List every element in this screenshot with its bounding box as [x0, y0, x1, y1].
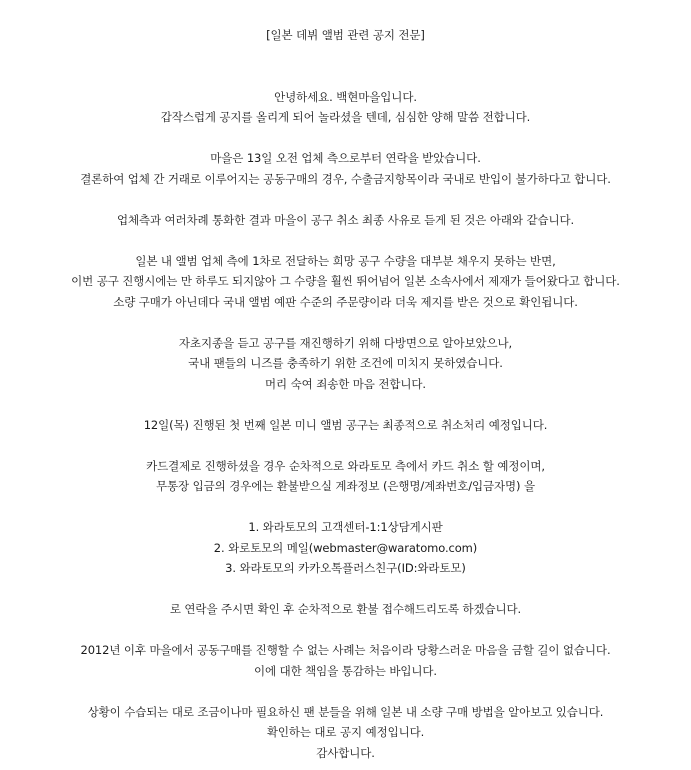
closing-line: 상황이 수습되는 대로 조금이나마 필요하신 팬 분들을 위해 일본 내 소량 구매 방법을 알아보고 있습니다.	[87, 704, 604, 719]
contact-method-item: 3. 와라토모의 카카오톡플러스친구(ID:와라토모)	[225, 561, 466, 575]
closing-line: 확인하는 대로 공지 예정입니다.	[266, 725, 425, 739]
refund-line: 무통장 입금의 경우에는 환불받으실 계좌정보 (은행명/계좌번호/입금자명) 을	[156, 479, 535, 493]
cancellation-line: 12일(목) 진행된 첫 번째 일본 미니 앨범 공구는 최종적으로 취소처리 예정입니다.	[143, 417, 548, 432]
reason-line: 일본 내 앨범 업체 측에 1차로 전달하는 희망 공구 수량을 대부분 채우지 못하는 반면,	[135, 253, 556, 268]
apology-line: 국내 팬들의 니즈를 충족하기 위한 조건에 미치지 못하였습니다.	[188, 356, 503, 370]
contact-method-item: 2. 와로토모의 메일(webmaster@waratomo.com)	[213, 540, 478, 555]
contact-line: 결론하여 업체 간 거래로 이루어지는 공동구매의 경우, 수출금지항목이라 국내로 반입이 불가하다고 합니다.	[80, 171, 611, 186]
contact-line: 마을은 13일 오전 업체 측으로부터 연락을 받았습니다.	[210, 151, 481, 165]
greeting-line: 갑작스럽게 공지를 올리게 되어 놀라셨을 텐데, 심심한 양해 말씀 전합니다.	[160, 110, 531, 124]
reason-line: 이번 공구 진행시에는 만 하루도 되지않아 그 수량을 훨씬 뛰어넘어 일본 소속사에서 제재가 들어왔다고 합니다.	[71, 274, 620, 288]
notice-title: [일본 데뷔 앨범 관련 공지 전문]	[266, 28, 425, 42]
reason-intro-line: 업체측과 여러차례 통화한 결과 마을이 공구 취소 최종 사유로 듣게 된 것은 아래와 같습니다.	[116, 212, 575, 227]
apology-line: 머리 숙여 죄송한 마음 전합니다.	[265, 376, 426, 391]
responsibility-line: 2012년 이후 마을에서 공동구매를 진행할 수 없는 사례는 처음이라 당황스러운 마음을 금할 길이 없습니다.	[80, 643, 611, 657]
refund-instruction-line: 로 연락을 주시면 확인 후 순차적으로 환불 접수해드리도록 하겠습니다.	[169, 602, 522, 616]
responsibility-line: 이에 대한 책임을 통감하는 바입니다.	[254, 663, 437, 678]
closing-line: 감사합니다.	[316, 745, 375, 760]
reason-line: 소량 구매가 아닌데다 국내 앨범 예판 수준의 주문량이라 더욱 제지를 받은 것으로 확인됩니다.	[113, 294, 578, 309]
greeting-line: 안녕하세요. 백현마을입니다.	[274, 89, 417, 104]
apology-line: 자초지종을 듣고 공구를 재진행하기 위해 다방면으로 알아보았으나,	[178, 335, 513, 350]
refund-line: 카드결제로 진행하셨을 경우 순차적으로 와라토모 측에서 카드 취소 할 예정이며,	[146, 458, 545, 473]
contact-method-item: 1. 와라토모의 고객센터-1:1상담게시판	[248, 520, 443, 534]
